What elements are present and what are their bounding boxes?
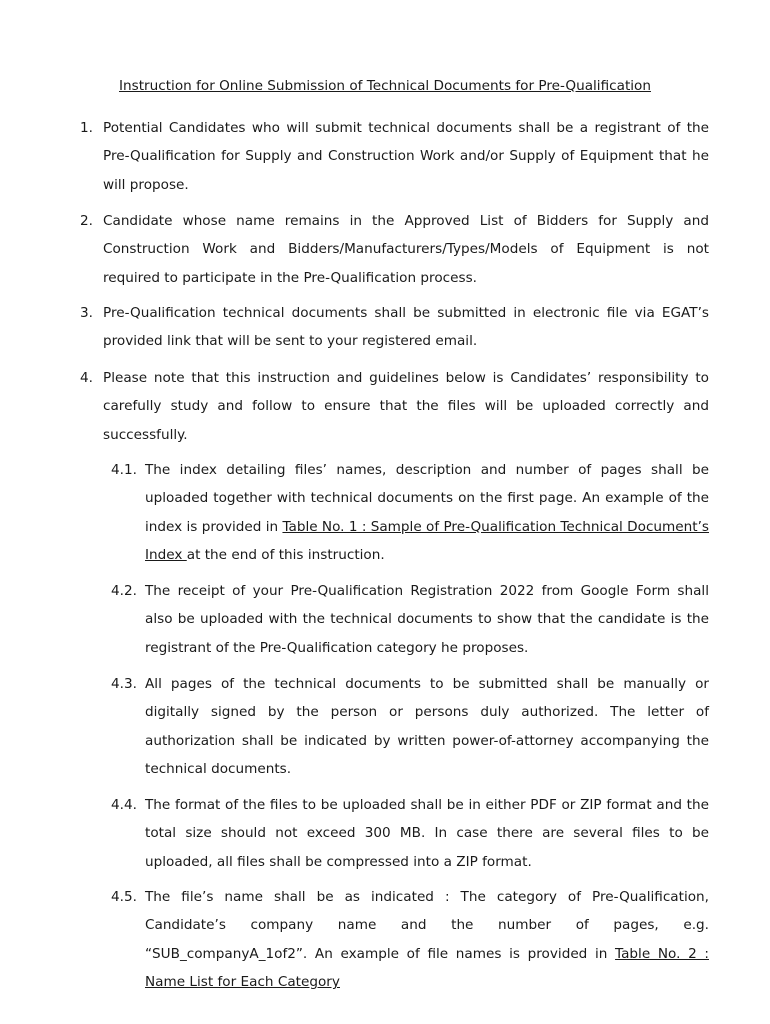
sub-item-4-1 xyxy=(111,456,709,570)
item-number: 4.4. xyxy=(111,797,137,813)
item-number: 3. xyxy=(80,305,93,321)
item-text: Candidate whose name remains in the Approved List of Bidders for Supply and Construction Work and Bidders/Manufacturers/Types/Models of Equipment is not required to participate in the Pre-Qualification process. xyxy=(103,213,709,286)
table-1-reference-link[interactable]: Table No. 1 : Sample of Pre-Qualification Technical Document’s Index xyxy=(145,518,709,564)
sub-item-4-5 xyxy=(111,883,709,997)
item-text: Pre-Qualification technical documents shall be submitted in electronic file via EGAT’s provided link that will be sent to your registered email. xyxy=(103,305,709,350)
item-number: 4. xyxy=(80,370,93,386)
document-title: Instruction for Online Submission of Technical Documents for Pre-Qualification xyxy=(119,78,651,94)
item-number: 2. xyxy=(80,213,93,229)
item-text-before: The index detailing files’ names, description and number of pages shall be uploaded together with technical documents on the first page. An example of the index is provided in xyxy=(145,462,709,535)
item-text-before: The file’s name shall be as indicated : The category of Pre-Qualification, Candidate’s company name and the number of pages, e.g. “SUB_companyA_1of2”. An example of file names is provided in xyxy=(145,889,709,962)
sub-item-4-2 xyxy=(111,577,709,662)
sub-item-4-3 xyxy=(111,670,709,784)
item-text: Potential Candidates who will submit technical documents shall be a registrant of the Pre-Qualification for Supply and Construction Work and/or Supply of Equipment that he will propose. xyxy=(103,120,709,193)
item-text-after: at the end of this instruction. xyxy=(186,547,385,564)
item-text: All pages of the technical documents to be submitted shall be manually or digitally signed by the person or persons duly authorized. The letter of authorization shall be indicated by written power-of-attorney accompanying the technical documents. xyxy=(145,676,709,778)
item-number: 4.5. xyxy=(111,889,137,905)
item-text xyxy=(145,456,709,570)
sub-item-4-4 xyxy=(111,791,709,876)
item-text: The format of the files to be uploaded shall be in either PDF or ZIP format and the total size should not exceed 300 MB. In case there are several files to be uploaded, all files shall be compressed into a ZIP format. xyxy=(145,797,709,870)
list-item-3 xyxy=(80,299,709,356)
item-number: 1. xyxy=(80,120,93,136)
item-number: 4.1. xyxy=(111,462,137,478)
item-text xyxy=(145,883,709,997)
list-item-2 xyxy=(80,207,709,292)
table-2-reference-link[interactable]: Table No. 2 : Name List for Each Category xyxy=(145,945,709,991)
item-text: Please note that this instruction and guidelines below is Candidates’ responsibility to carefully study and follow to ensure that the files will be uploaded correctly and successfully. xyxy=(103,370,709,443)
list-item-4 xyxy=(80,364,709,449)
item-number: 4.2. xyxy=(111,583,137,599)
item-number: 4.3. xyxy=(111,676,137,692)
item-text: The receipt of your Pre-Qualification Registration 2022 from Google Form shall also be uploaded with the technical documents to show that the candidate is the registrant of the Pre-Qualification category he proposes. xyxy=(145,583,709,656)
list-item-1 xyxy=(80,114,709,199)
